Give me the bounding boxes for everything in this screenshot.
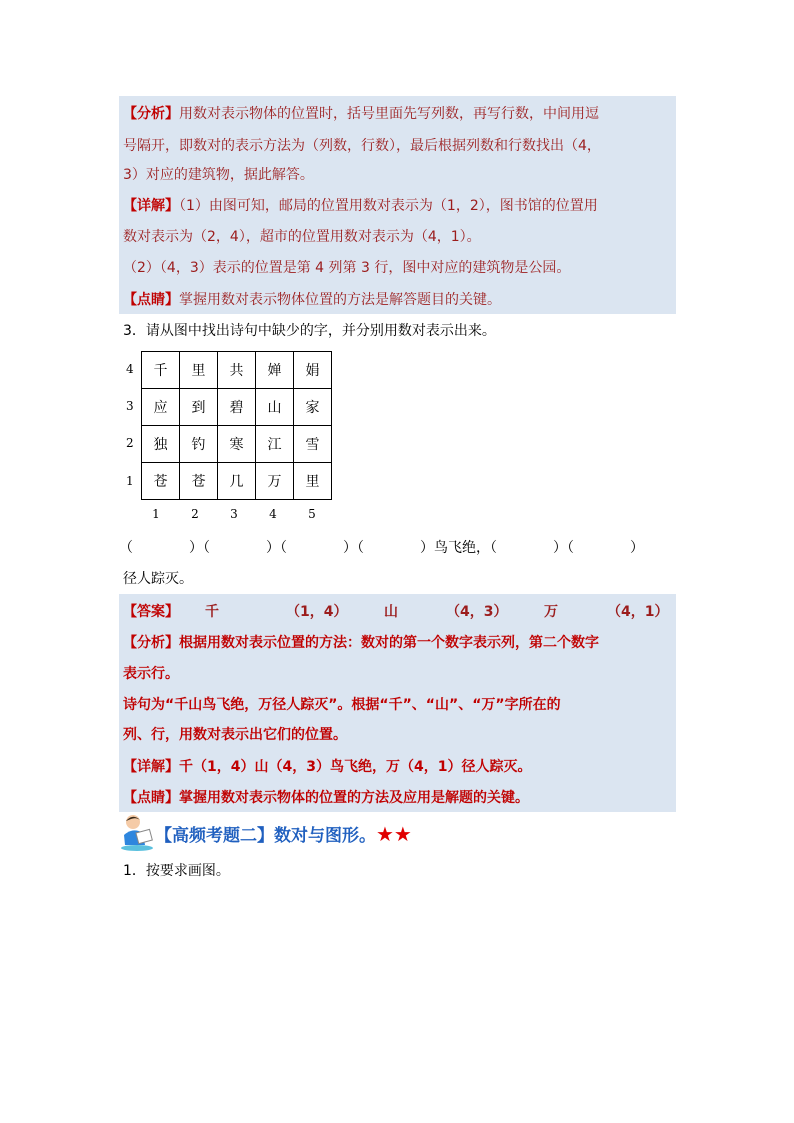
grid-cell: 共 xyxy=(218,352,256,389)
grid-cell: 家 xyxy=(294,389,332,426)
row-label: 1 xyxy=(126,474,134,488)
grid-cell: 到 xyxy=(180,389,218,426)
grid-cell: 千 xyxy=(142,352,180,389)
q3-point-line: 【点睛】掌握用数对表示物体的位置的方法及应用是解题的关键。 xyxy=(123,790,529,806)
grid-cell: 雪 xyxy=(294,426,332,463)
analysis-line-2: 号隔开，即数对的表示方法为（列数，行数），最后根据列数和行数找出（4， xyxy=(123,138,601,154)
grid-cell: 山 xyxy=(256,389,294,426)
grid-row xyxy=(142,426,332,463)
answer-value: （4，1） xyxy=(607,604,669,620)
answer-line xyxy=(123,602,669,622)
grid-cell: 娟 xyxy=(294,352,332,389)
col-label: 4 xyxy=(269,507,277,521)
star-rating-icon: ★★ xyxy=(376,822,412,846)
grid-cell: 独 xyxy=(142,426,180,463)
row-label: 4 xyxy=(126,362,134,376)
grid-cell: 里 xyxy=(294,463,332,500)
analysis-line-3: 3）对应的建筑物，据此解答。 xyxy=(123,167,314,183)
grid-cell: 里 xyxy=(180,352,218,389)
fill-blank-line-2: 径人踪灭。 xyxy=(123,571,193,587)
row-label: 2 xyxy=(126,436,134,450)
section-heading: 【高频考题二】数对与图形。★★ xyxy=(155,822,412,846)
grid-cell: 钓 xyxy=(180,426,218,463)
detail-line-2: 数对表示为（2，4），超市的位置用数对表示为（4，1）。 xyxy=(123,229,481,245)
question-3: 3．请从图中找出诗句中缺少的字，并分别用数对表示出来。 xyxy=(123,323,496,339)
answer-tag: 【答案】 xyxy=(123,604,179,620)
grid-cell: 碧 xyxy=(218,389,256,426)
detail-tag: 【详解】 xyxy=(123,759,179,775)
question-1: 1．按要求画图。 xyxy=(123,863,230,879)
answer-value: （4，3） xyxy=(446,604,508,620)
grid-cell: 江 xyxy=(256,426,294,463)
point-tag: 【点睛】 xyxy=(123,790,179,806)
answer-value: （1，4） xyxy=(286,604,348,620)
analysis-tag: 【分析】 xyxy=(123,106,179,122)
grid-row xyxy=(142,352,332,389)
point-line-1: 【点睛】掌握用数对表示物体位置的方法是解答题目的关键。 xyxy=(123,292,501,308)
q3-analysis-line-2: 表示行。 xyxy=(123,666,179,682)
col-label: 2 xyxy=(191,507,199,521)
answer-value: 万 xyxy=(544,604,558,620)
q3-analysis-line-4: 列、行，用数对表示出它们的位置。 xyxy=(123,727,347,743)
col-label: 5 xyxy=(308,507,316,521)
grid-cell: 苍 xyxy=(142,463,180,500)
grid-cell: 万 xyxy=(256,463,294,500)
student-reading-icon xyxy=(119,813,155,851)
q3-analysis-line-1: 【分析】根据用数对表示位置的方法：数对的第一个数字表示列，第二个数字 xyxy=(123,635,599,651)
answer-value: 山 xyxy=(384,604,398,620)
grid-cell: 婵 xyxy=(256,352,294,389)
row-label: 3 xyxy=(126,399,134,413)
q3-analysis-line-3: 诗句为“千山鸟飞绝，万径人踪灭”。根据“千”、“山”、“万”字所在的 xyxy=(123,697,561,713)
detail-line-1: 【详解】（1）由图可知，邮局的位置用数对表示为（1，2），图书馆的位置用 xyxy=(123,198,598,214)
fill-blank-line: （ ）（ ）（ ）（ ）鸟飞绝，（ ）（ ） xyxy=(119,540,644,556)
grid-row xyxy=(142,463,332,500)
point-tag: 【点睛】 xyxy=(123,292,179,308)
analysis-tag: 【分析】 xyxy=(123,635,179,651)
grid-cell: 寒 xyxy=(218,426,256,463)
analysis-line-1: 【分析】用数对表示物体的位置时，括号里面先写列数，再写行数，中间用逗 xyxy=(123,106,599,122)
col-label: 1 xyxy=(152,507,160,521)
detail-tag: 【详解】 xyxy=(123,198,179,214)
detail-line-3: （2）（4，3）表示的位置是第 4 列第 3 行，图中对应的建筑物是公园。 xyxy=(123,260,571,276)
q3-detail-line: 【详解】千（1，4）山（4，3）鸟飞绝，万（4，1）径人踪灭。 xyxy=(123,759,532,775)
answer-value: 千 xyxy=(205,604,219,620)
grid-cell: 苍 xyxy=(180,463,218,500)
character-grid xyxy=(141,351,332,500)
grid-cell: 应 xyxy=(142,389,180,426)
grid-cell: 几 xyxy=(218,463,256,500)
grid-row xyxy=(142,389,332,426)
col-label: 3 xyxy=(230,507,238,521)
